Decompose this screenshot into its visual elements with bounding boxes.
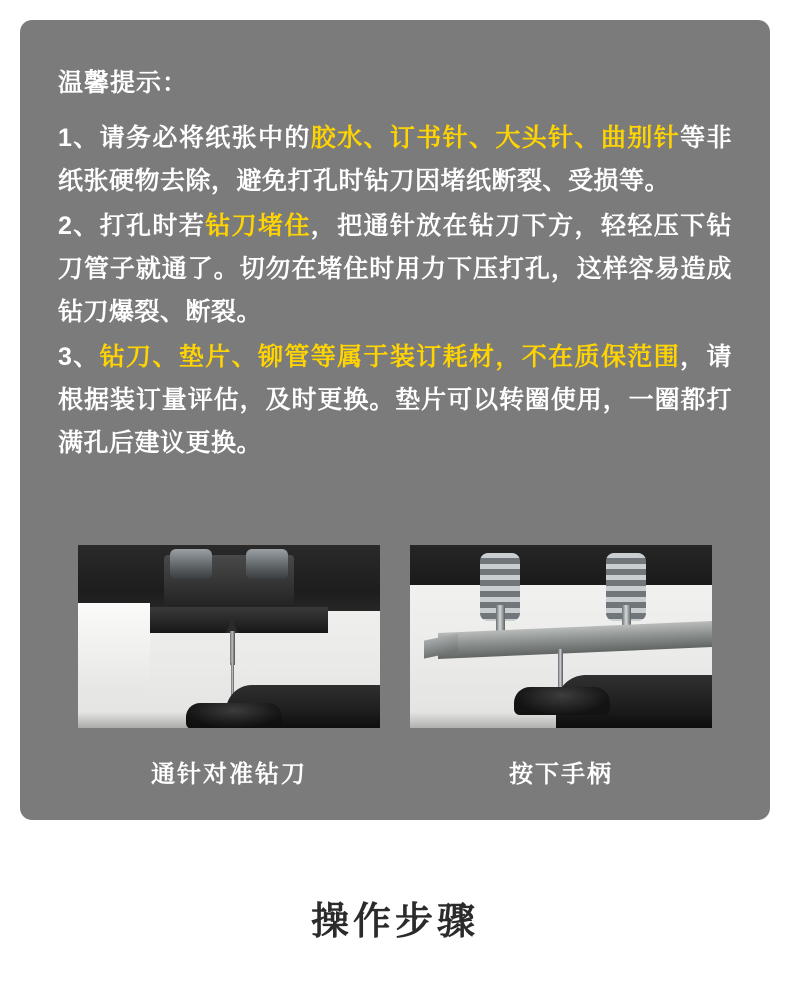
tip3-segment-1: 3、 — [58, 343, 100, 371]
tip2-highlight: 钻刀堵住 — [205, 212, 311, 240]
warm-tips-paragraph-1 — [58, 117, 732, 203]
photo1-white-body — [78, 603, 150, 693]
photo2-shadow — [410, 712, 712, 728]
photo1-drill-bit — [230, 631, 235, 665]
tip2-segment-1: 2、打孔时若 — [58, 212, 206, 240]
operation-steps-heading: 操作步骤 — [310, 901, 479, 943]
instruction-photo-row — [78, 545, 712, 789]
tip1-segment-3: 等非纸张硬物去除，避免打孔时钻刀因堵纸断裂、受损等。 — [58, 124, 732, 195]
warm-tips-paragraph-2 — [58, 205, 732, 334]
instruction-photo-caption-2: 按下手柄 — [509, 761, 613, 788]
warm-tips-card — [20, 20, 770, 820]
tip2-segment-3: ，把通针放在钻刀下方，轻轻压下钻刀管子就通了。切勿在堵住时用力下压打孔，这样容易造成钻刀爆裂、断裂。 — [58, 212, 732, 326]
photo2-needle-base — [514, 687, 610, 715]
instruction-photo-item-2 — [410, 545, 712, 789]
tip1-segment-1: 1、请务必将纸张中的 — [58, 124, 311, 152]
photo1-roller-right — [246, 549, 288, 579]
instruction-photo-caption-1: 通针对准钻刀 — [151, 761, 307, 788]
needle-aligned-with-drill-photo — [78, 545, 380, 728]
press-handle-photo — [410, 545, 712, 728]
tip1-highlight: 胶水、订书针、大头针、曲别针 — [310, 124, 681, 152]
photo1-roller-left — [170, 549, 212, 579]
warm-tips-paragraph-3 — [58, 336, 732, 465]
photo2-machine-head — [410, 545, 712, 585]
photo1-shadow — [78, 712, 380, 728]
instruction-photo-item-1 — [78, 545, 380, 789]
tip3-highlight: 钻刀、垫片、铆管等属于装订耗材，不在质保范围 — [99, 343, 681, 371]
warm-tips-title: 温馨提示： — [58, 69, 189, 97]
tip3-segment-3: ，请根据装订量评估，及时更换。垫片可以转圈使用，一圈都打满孔后建议更换。 — [58, 343, 732, 457]
